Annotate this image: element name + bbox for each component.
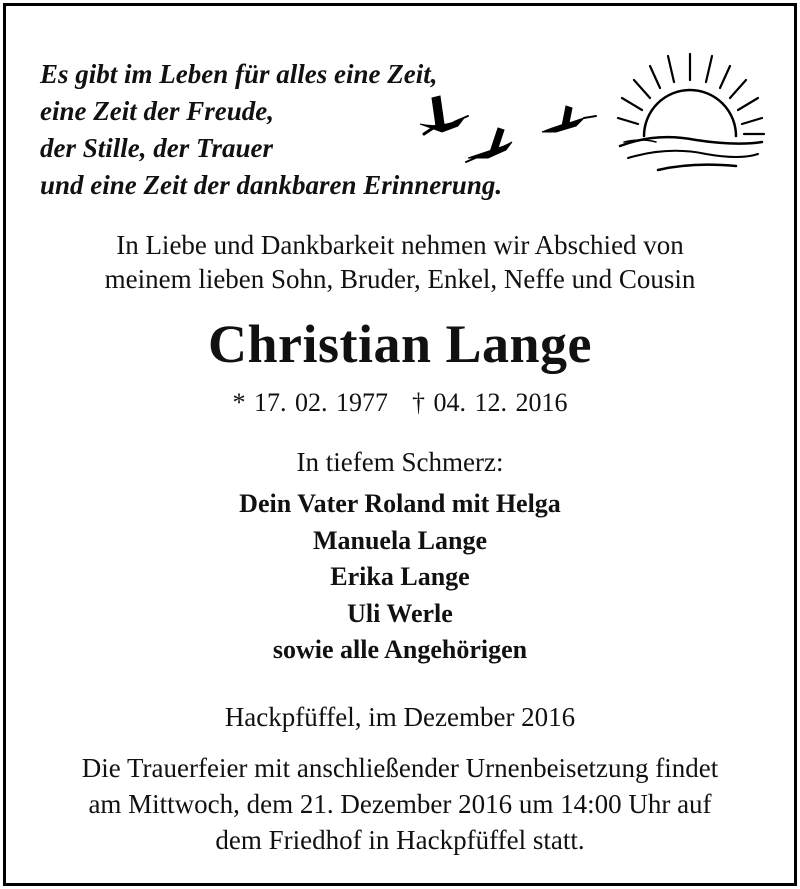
death-date: † 04. 12. 2016 xyxy=(412,388,568,417)
service-line: dem Friedhof in Hackpfüffel statt. xyxy=(215,825,585,855)
service-line: am Mittwoch, dem 21. Dezember 2016 um 14:00 Uhr auf xyxy=(88,789,712,819)
mourner-name: Manuela Lange xyxy=(312,525,488,555)
deceased-name: Christian Lange xyxy=(207,314,593,374)
mourner-name: Uli Werle xyxy=(347,598,453,628)
birth-date: * 17. 02. 1977 xyxy=(232,388,388,417)
obituary-notice xyxy=(3,3,797,886)
poem-line: und eine Zeit der dankbaren Erinnerung. xyxy=(40,170,503,200)
intro-line: In Liebe und Dankbarkeit nehmen wir Abschied von xyxy=(116,230,684,260)
place-date: Hackpfüffel, im Dezember 2016 xyxy=(224,702,576,732)
mourner-name: Erika Lange xyxy=(330,562,470,591)
flying-cranes-icon xyxy=(420,96,596,162)
setting-sun-icon xyxy=(618,54,764,170)
funeral-service-info xyxy=(6,750,794,858)
poem-line: Es gibt im Leben für alles eine Zeit, xyxy=(40,59,438,89)
intro-text xyxy=(6,228,794,296)
intro-line: meinem lieben Sohn, Bruder, Enkel, Neffe und Cousin xyxy=(104,264,696,294)
life-dates xyxy=(6,387,794,419)
poem-line: eine Zeit der Freude, xyxy=(40,96,274,126)
poem-line: der Stille, der Trauer xyxy=(40,133,273,163)
service-line: Die Trauerfeier mit anschließender Urnenbeisetzung findet xyxy=(81,753,719,783)
mourners-list xyxy=(6,486,794,669)
mourner-name: Dein Vater Roland mit Helga xyxy=(239,489,561,518)
grief-heading: In tiefem Schmerz: xyxy=(296,447,504,477)
mourner-name: sowie alle Angehörigen xyxy=(272,635,528,664)
sunset-birds-illustration xyxy=(406,46,776,186)
